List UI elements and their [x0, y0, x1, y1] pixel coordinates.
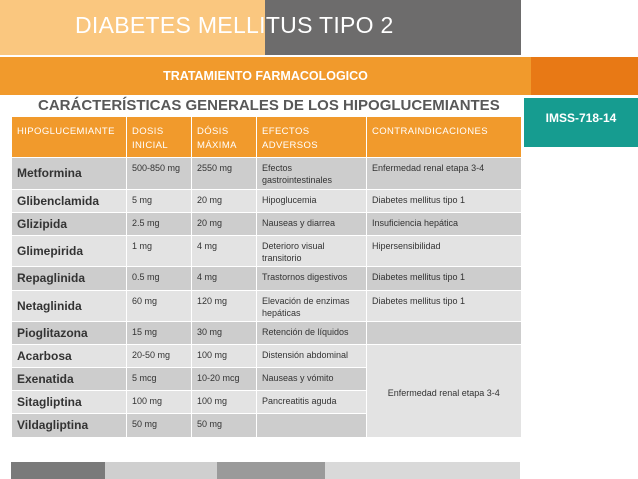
table-row — [12, 189, 521, 212]
adverse-effects: Nauseas y vómito — [257, 367, 367, 390]
initial-dose: 5 mcg — [127, 367, 192, 390]
drug-name: Repaglinida — [12, 266, 127, 290]
initial-dose: 15 mg — [127, 321, 192, 344]
contraindications: Hipersensibilidad — [367, 235, 521, 266]
max-dose: 100 mg — [192, 344, 257, 367]
table-row — [12, 321, 521, 344]
initial-dose: 2.5 mg — [127, 212, 192, 235]
adverse-effects: Efectos gastrointestinales — [257, 157, 367, 189]
adverse-effects: Distensión abdominal — [257, 344, 367, 367]
drug-name: Pioglitazona — [12, 321, 127, 344]
initial-dose: 500-850 mg — [127, 157, 192, 189]
slide-title: DIABETES MELLITUS TIPO 2 — [75, 12, 394, 38]
drug-name: Sitagliptina — [12, 390, 127, 413]
max-dose: 50 mg — [192, 413, 257, 437]
adverse-effects: Trastornos digestivos — [257, 266, 367, 290]
contraindications: Diabetes mellitus tipo 1 — [367, 189, 521, 212]
initial-dose: 5 mg — [127, 189, 192, 212]
header-drug: HIPOGLUCEMIANTE — [12, 117, 127, 157]
table-row — [12, 157, 521, 189]
table-row — [12, 290, 521, 321]
initial-dose: 0.5 mg — [127, 266, 192, 290]
drug-name: Netaglinida — [12, 290, 127, 321]
section-heading: CARÁCTERÍSTICAS GENERALES DE LOS HIPOGLUCEMIANTES — [38, 97, 500, 114]
max-dose: 2550 mg — [192, 157, 257, 189]
contraindications: Insuficiencia hepática — [367, 212, 521, 235]
table-header-row — [12, 117, 521, 157]
drug-table — [11, 117, 521, 437]
contraindications-merged: Enfermedad renal etapa 3-4 — [367, 344, 521, 437]
drug-name: Vildagliptina — [12, 413, 127, 437]
adverse-effects: Elevación de enzimas hepáticas — [257, 290, 367, 321]
initial-dose: 100 mg — [127, 390, 192, 413]
drug-name: Glibenclamida — [12, 189, 127, 212]
table-row — [12, 266, 521, 290]
table-row — [12, 212, 521, 235]
code-badge — [524, 98, 638, 147]
subtitle-bar-accent — [531, 57, 638, 95]
drug-name: Glizipida — [12, 212, 127, 235]
header-contraindications: CONTRAINDICACIONES — [367, 117, 521, 157]
max-dose: 4 mg — [192, 235, 257, 266]
footer-block-4 — [325, 462, 520, 479]
adverse-effects: Hipoglucemia — [257, 189, 367, 212]
adverse-effects: Retención de líquidos — [257, 321, 367, 344]
drug-name: Acarbosa — [12, 344, 127, 367]
max-dose: 20 mg — [192, 189, 257, 212]
contraindications: Diabetes mellitus tipo 1 — [367, 266, 521, 290]
adverse-effects: Pancreatitis aguda — [257, 390, 367, 413]
contraindications: Enfermedad renal etapa 3-4 — [367, 157, 521, 189]
drug-name: Exenatida — [12, 367, 127, 390]
max-dose: 4 mg — [192, 266, 257, 290]
initial-dose: 20-50 mg — [127, 344, 192, 367]
header-initial-dose: DOSIS INICIAL — [127, 117, 192, 157]
table-row — [12, 235, 521, 266]
max-dose: 100 mg — [192, 390, 257, 413]
drug-name: Metformina — [12, 157, 127, 189]
code-label: IMSS-718-14 — [545, 111, 617, 125]
adverse-effects: Nauseas y diarrea — [257, 212, 367, 235]
header-max-dose: DÓSIS MÁXIMA — [192, 117, 257, 157]
header-adverse-effects: EFECTOS ADVERSOS — [257, 117, 367, 157]
max-dose: 20 mg — [192, 212, 257, 235]
footer-block-3 — [217, 462, 325, 479]
footer-block-1 — [11, 462, 105, 479]
initial-dose: 1 mg — [127, 235, 192, 266]
adverse-effects — [257, 413, 367, 437]
max-dose: 120 mg — [192, 290, 257, 321]
footer-block-2 — [105, 462, 217, 479]
adverse-effects: Deterioro visual transitorio — [257, 235, 367, 266]
initial-dose: 60 mg — [127, 290, 192, 321]
max-dose: 30 mg — [192, 321, 257, 344]
initial-dose: 50 mg — [127, 413, 192, 437]
slide-subtitle: TRATAMIENTO FARMACOLOGICO — [163, 69, 368, 83]
table-row — [12, 344, 521, 367]
drug-table-container — [11, 117, 520, 437]
max-dose: 10-20 mcg — [192, 367, 257, 390]
drug-name: Glimepirida — [12, 235, 127, 266]
contraindications — [367, 321, 521, 344]
contraindications: Diabetes mellitus tipo 1 — [367, 290, 521, 321]
